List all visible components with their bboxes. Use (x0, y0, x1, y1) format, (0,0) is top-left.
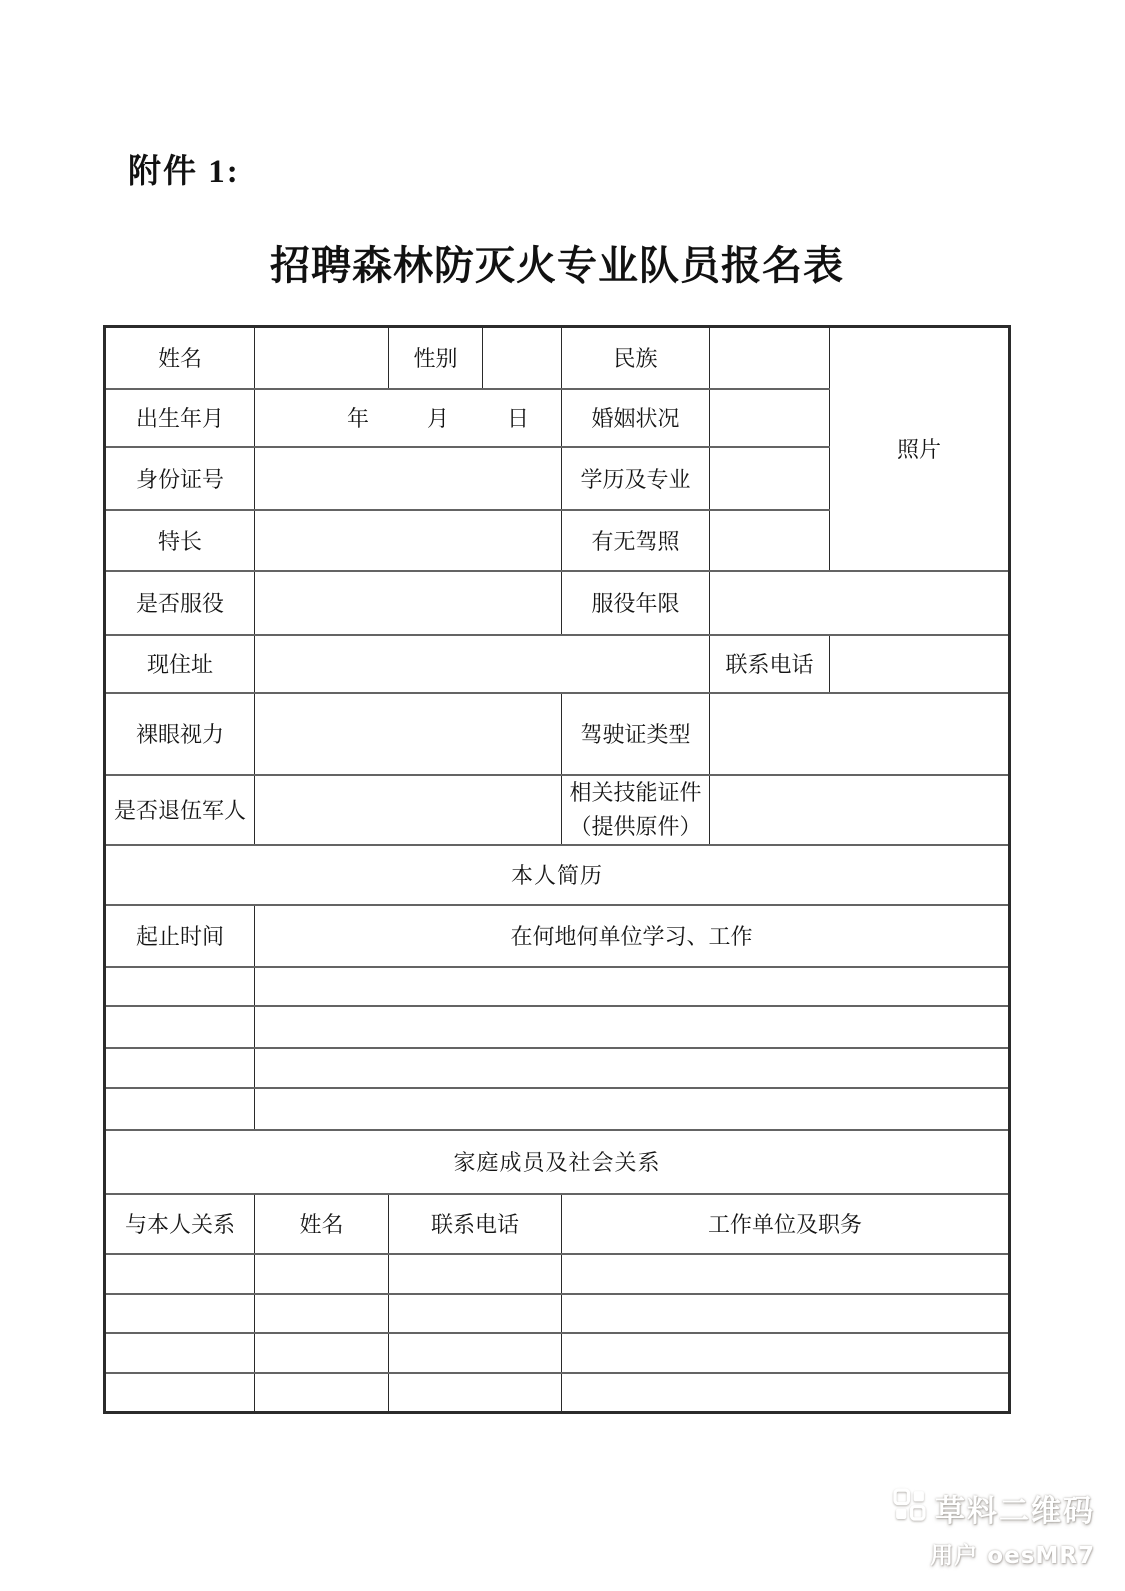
month-label: 月 (426, 406, 449, 431)
table-row (105, 571, 1010, 635)
family-workunit-cell (562, 1254, 1010, 1294)
gender-label-cell: 性别 (389, 327, 483, 389)
family-workunit-cell (562, 1294, 1010, 1333)
name-value-cell (255, 327, 389, 389)
skill-certificate-line2: （提供原件） (569, 813, 702, 839)
has-drivers-license-value-cell (710, 510, 830, 571)
family-name-cell (255, 1254, 389, 1294)
resume-detail-header-cell: 在何地何单位学习、工作 (255, 905, 1010, 967)
family-relation-cell (105, 1294, 255, 1333)
birth-date-value-cell (255, 389, 562, 447)
family-section-header: 家庭成员及社会关系 (105, 1130, 1010, 1194)
naked-eye-vision-label-cell: 裸眼视力 (105, 693, 255, 775)
resume-empty-row (105, 967, 1010, 1006)
family-phone-cell (389, 1333, 562, 1373)
gender-value-cell (483, 327, 562, 389)
resume-period-cell (105, 1088, 255, 1130)
resume-period-cell (105, 1048, 255, 1088)
photo-cell: 照片 (830, 327, 1010, 571)
family-name-header-cell: 姓名 (255, 1194, 389, 1254)
military-service-value-cell (255, 571, 562, 635)
id-number-label-cell: 身份证号 (105, 447, 255, 510)
table-row (105, 635, 1010, 693)
watermark-user: 用户 oesMR7 (930, 1543, 1095, 1569)
naked-eye-vision-value-cell (255, 693, 562, 775)
license-type-label-cell: 驾驶证类型 (562, 693, 710, 775)
name-label-cell: 姓名 (105, 327, 255, 389)
family-empty-row (105, 1294, 1010, 1333)
has-drivers-license-label-cell: 有无驾照 (562, 510, 710, 571)
resume-detail-cell (255, 1006, 1010, 1048)
family-empty-row (105, 1254, 1010, 1294)
resume-period-header-cell: 起止时间 (105, 905, 255, 967)
family-relation-cell (105, 1254, 255, 1294)
table-row (105, 693, 1010, 775)
marital-status-value-cell (710, 389, 830, 447)
family-empty-row (105, 1333, 1010, 1373)
family-empty-row (105, 1373, 1010, 1413)
family-relation-cell (105, 1333, 255, 1373)
specialty-label-cell: 特长 (105, 510, 255, 571)
watermark (893, 1486, 1095, 1570)
qr-grid-icon (893, 1488, 926, 1529)
family-phone-cell (389, 1373, 562, 1413)
id-number-value-cell (255, 447, 562, 510)
veteran-value-cell (255, 775, 562, 845)
family-workunit-header-cell: 工作单位及职务 (562, 1194, 1010, 1254)
table-row (105, 1130, 1010, 1194)
resume-empty-row (105, 1048, 1010, 1088)
education-major-label-cell: 学历及专业 (562, 447, 710, 510)
resume-detail-cell (255, 967, 1010, 1006)
family-phone-cell (389, 1294, 562, 1333)
day-label: 日 (506, 406, 529, 431)
resume-detail-cell (255, 1088, 1010, 1130)
service-years-label-cell: 服役年限 (562, 571, 710, 635)
family-phone-header-cell: 联系电话 (389, 1194, 562, 1254)
ethnicity-label-cell: 民族 (562, 327, 710, 389)
birth-date-label-cell: 出生年月 (105, 389, 255, 447)
resume-period-cell (105, 1006, 255, 1048)
application-form-table (103, 325, 1011, 1414)
skill-certificate-line1: 相关技能证件 (569, 779, 702, 805)
marital-status-label-cell: 婚姻状况 (562, 389, 710, 447)
skill-certificate-label-cell (562, 775, 710, 845)
current-address-value-cell (255, 635, 710, 693)
table-row (105, 1194, 1010, 1254)
year-label: 年 (347, 406, 370, 431)
family-phone-cell (389, 1254, 562, 1294)
family-name-cell (255, 1294, 389, 1333)
watermark-brand: 草料二维码 (935, 1494, 1095, 1529)
family-workunit-cell (562, 1333, 1010, 1373)
family-name-cell (255, 1333, 389, 1373)
resume-empty-row (105, 1088, 1010, 1130)
attachment-label: 附件 1: (128, 154, 240, 190)
table-row (105, 327, 1010, 389)
family-relation-cell (105, 1373, 255, 1413)
family-workunit-cell (562, 1373, 1010, 1413)
family-relation-header-cell: 与本人关系 (105, 1194, 255, 1254)
resume-section-header: 本人简历 (105, 845, 1010, 905)
table-row (105, 775, 1010, 845)
license-type-value-cell (710, 693, 1010, 775)
service-years-value-cell (710, 571, 1010, 635)
specialty-value-cell (255, 510, 562, 571)
family-name-cell (255, 1373, 389, 1413)
current-address-label-cell: 现住址 (105, 635, 255, 693)
resume-empty-row (105, 1006, 1010, 1048)
veteran-label-cell: 是否退伍军人 (105, 775, 255, 845)
contact-phone-value-cell (830, 635, 1010, 693)
ethnicity-value-cell (710, 327, 830, 389)
page-title: 招聘森林防灭火专业队员报名表 (270, 243, 844, 288)
resume-detail-cell (255, 1048, 1010, 1088)
contact-phone-label-cell: 联系电话 (710, 635, 830, 693)
table-row (105, 905, 1010, 967)
education-major-value-cell (710, 447, 830, 510)
resume-period-cell (105, 967, 255, 1006)
skill-certificate-value-cell (710, 775, 1010, 845)
table-row (105, 845, 1010, 905)
military-service-label-cell: 是否服役 (105, 571, 255, 635)
